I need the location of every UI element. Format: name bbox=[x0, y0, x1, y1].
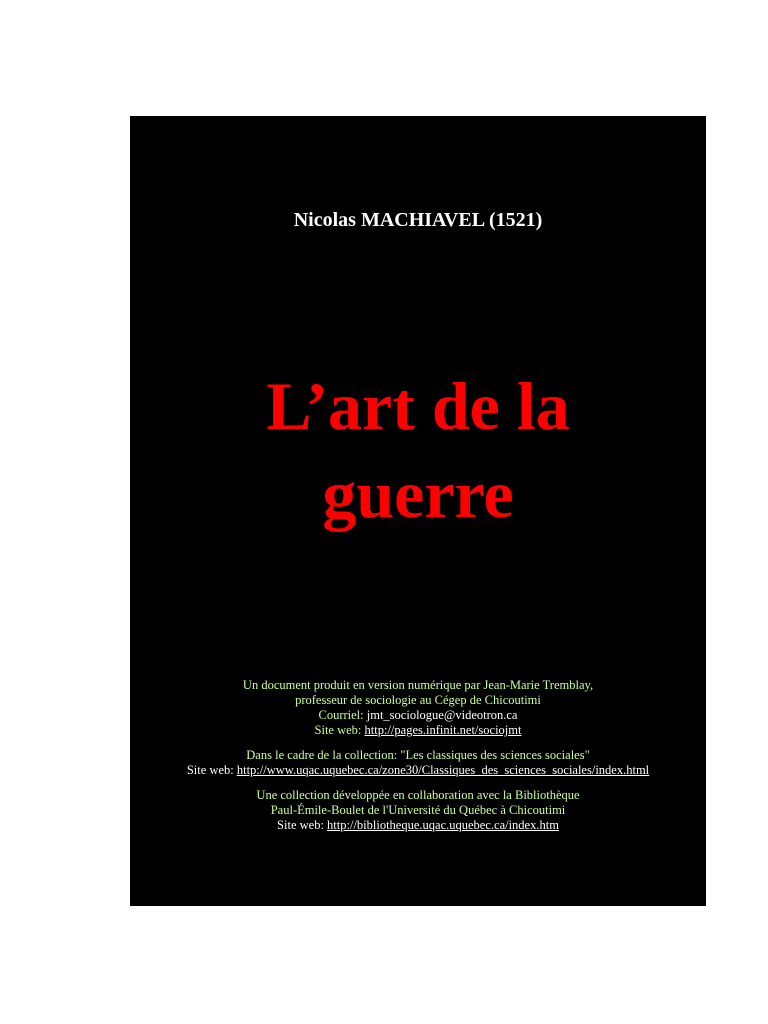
cover-panel bbox=[130, 116, 706, 906]
email-label: Courriel: bbox=[318, 708, 367, 722]
website-label: Site web: bbox=[277, 818, 328, 832]
producer-website-line bbox=[130, 723, 706, 738]
credits-collection-block bbox=[130, 748, 706, 778]
credits-producer-block bbox=[130, 678, 706, 738]
library-line-1: Une collection développée en collaboration avec la Bibliothèque bbox=[256, 788, 580, 802]
book-title-line-1: L’art de la bbox=[266, 368, 570, 444]
website-label: Site web: bbox=[186, 763, 237, 777]
author-heading: Nicolas MACHIAVEL (1521) bbox=[293, 209, 543, 231]
collection-website-line bbox=[130, 763, 706, 778]
website-label: Site web: bbox=[314, 723, 365, 737]
library-line-2: Paul-Émile-Boulet de l'Université du Québec à Chicoutimi bbox=[270, 803, 566, 817]
producer-affiliation: professeur de sociologie au Cégep de Chicoutimi bbox=[295, 693, 541, 707]
collection-line: Dans le cadre de la collection: "Les classiques des sciences sociales" bbox=[246, 748, 590, 762]
book-title bbox=[130, 362, 706, 538]
book-title-line-2: guerre bbox=[322, 456, 514, 532]
collection-website-link[interactable]: http://www.uqac.uquebec.ca/zone30/Classiques_des_sciences_sociales/index.html bbox=[236, 763, 650, 777]
library-website-link[interactable]: http://bibliotheque.uqac.uquebec.ca/index.htm bbox=[327, 818, 559, 832]
email-line bbox=[130, 708, 706, 723]
library-website-line bbox=[130, 818, 706, 833]
email-address: jmt_sociologue@videotron.ca bbox=[366, 708, 518, 722]
credits-library-block bbox=[130, 788, 706, 833]
producer-line: Un document produit en version numérique par Jean-Marie Tremblay, bbox=[242, 678, 594, 692]
producer-website-link[interactable]: http://pages.infinit.net/sociojmt bbox=[364, 723, 522, 737]
credits-section bbox=[130, 678, 706, 843]
